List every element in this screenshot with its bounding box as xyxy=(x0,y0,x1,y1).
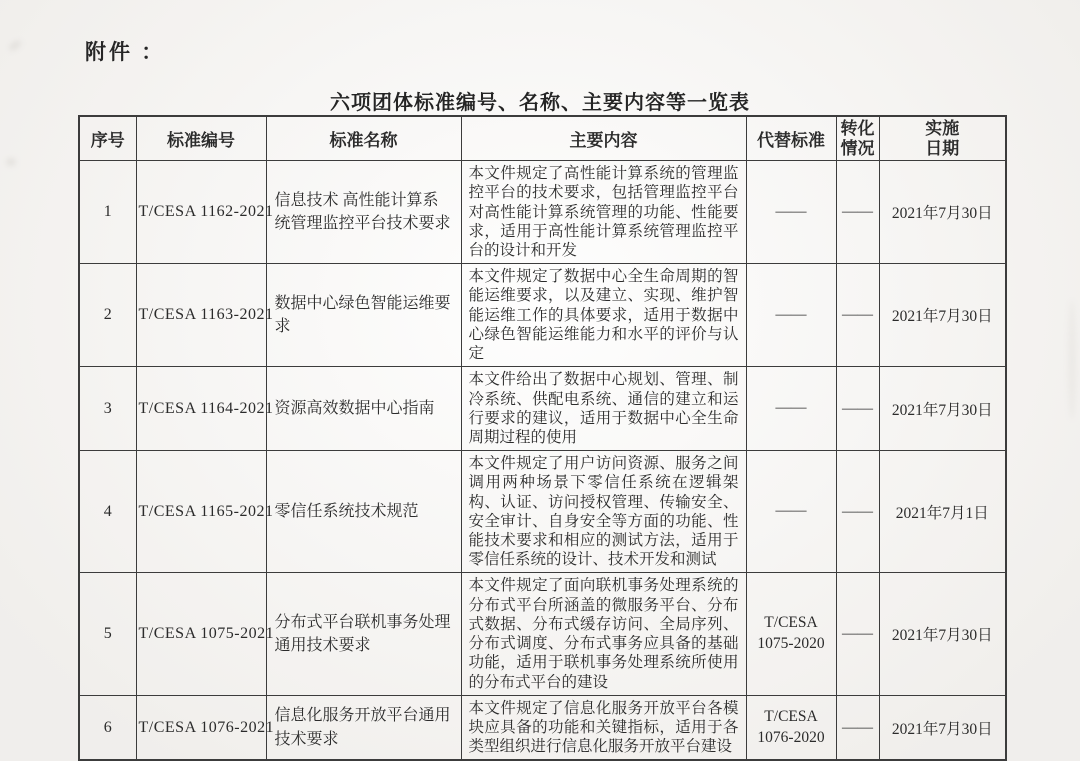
header-conversion xyxy=(836,116,879,161)
cell-main-content: 本文件规定了面向联机事务处理系统的分布式平台所涵盖的微服务平台、分布式数据、分布式缓存访问、全局序列、分布式调度、分布式事务应具备的基础功能，适用于联机事务处理系统所使用的分布式平台的建设 xyxy=(461,573,746,695)
cell-standard-code: T/CESA 1162-2021 xyxy=(136,161,266,264)
standards-table xyxy=(78,115,1007,761)
cell-standard-code: T/CESA 1075-2021 xyxy=(136,573,266,695)
header-date-line2: 日期 xyxy=(925,138,960,158)
table-row xyxy=(79,264,1006,367)
cell-implementation-date: 2021年7月30日 xyxy=(879,573,1006,695)
cell-standard-code: T/CESA 1164-2021 xyxy=(136,367,266,451)
cell-standard-name: 信息化服务开放平台通用技术要求 xyxy=(266,695,461,760)
cell-conversion-status: —— xyxy=(836,695,879,760)
table-row xyxy=(79,367,1006,451)
cell-standard-name: 资源高效数据中心指南 xyxy=(266,367,461,451)
cell-standard-name: 信息技术 高性能计算系统管理监控平台技术要求 xyxy=(266,161,461,264)
cell-conversion-status: —— xyxy=(836,161,879,264)
header-replaced: 代替标准 xyxy=(746,116,836,161)
cell-standard-code: T/CESA 1163-2021 xyxy=(136,264,266,367)
cell-standard-name: 零信任系统技术规范 xyxy=(266,451,461,573)
cell-conversion-status: —— xyxy=(836,451,879,573)
table-row xyxy=(79,573,1006,695)
scan-artifact xyxy=(6,158,16,166)
cell-index: 4 xyxy=(79,451,136,573)
cell-index: 6 xyxy=(79,695,136,760)
cell-replaced-standard: —— xyxy=(746,451,836,573)
cell-conversion-status: —— xyxy=(836,573,879,695)
cell-replaced-standard: —— xyxy=(746,367,836,451)
header-conversion-line2: 情况 xyxy=(840,138,875,158)
cell-replaced-standard: —— xyxy=(746,161,836,264)
cell-index: 1 xyxy=(79,161,136,264)
header-code: 标准编号 xyxy=(136,116,266,161)
cell-implementation-date: 2021年7月30日 xyxy=(879,161,1006,264)
scan-artifact xyxy=(1068,300,1076,420)
cell-replaced-standard: T/CESA 1075-2020 xyxy=(746,573,836,695)
cell-implementation-date: 2021年7月1日 xyxy=(879,451,1006,573)
cell-main-content: 本文件规定了高性能计算系统的管理监控平台的技术要求，包括管理监控平台对高性能计算系统管理的功能、性能要求，适用于高性能计算系统管理监控平台的设计和开发 xyxy=(461,161,746,264)
table-row xyxy=(79,695,1006,760)
scan-artifact xyxy=(7,39,22,53)
cell-replaced-standard: —— xyxy=(746,264,836,367)
cell-conversion-status: —— xyxy=(836,367,879,451)
header-date-line1: 实施 xyxy=(925,119,960,138)
header-name: 标准名称 xyxy=(266,116,461,161)
cell-main-content: 本文件给出了数据中心规划、管理、制冷系统、供配电系统、通信的建立和运行要求的建议，适用于数据中心全生命周期过程的使用 xyxy=(461,367,746,451)
cell-replaced-standard: T/CESA 1076-2020 xyxy=(746,695,836,760)
cell-standard-code: T/CESA 1076-2021 xyxy=(136,695,266,760)
cell-index: 2 xyxy=(79,264,136,367)
cell-main-content: 本文件规定了信息化服务开放平台各模块应具备的功能和关键指标，适用于各类型组织进行信息化服务开放平台建设 xyxy=(461,695,746,760)
page-title: 六项团体标准编号、名称、主要内容等一览表 xyxy=(330,92,750,114)
table-header-row xyxy=(79,116,1006,161)
cell-main-content: 本文件规定了数据中心全生命周期的智能运维要求，以及建立、实现、维护智能运维工作的具体要求，适用于数据中心绿色智能运维能力和水平的评价与认定 xyxy=(461,264,746,367)
cell-conversion-status: —— xyxy=(836,264,879,367)
header-index: 序号 xyxy=(79,116,136,161)
table-row xyxy=(79,451,1006,573)
cell-implementation-date: 2021年7月30日 xyxy=(879,367,1006,451)
header-content: 主要内容 xyxy=(461,116,746,161)
cell-index: 3 xyxy=(79,367,136,451)
cell-standard-name: 分布式平台联机事务处理通用技术要求 xyxy=(266,573,461,695)
cell-standard-code: T/CESA 1165-2021 xyxy=(136,451,266,573)
cell-standard-name: 数据中心绿色智能运维要求 xyxy=(266,264,461,367)
cell-main-content: 本文件规定了用户访问资源、服务之间调用两种场景下零信任系统在逻辑架构、认证、访问授权管理、传输安全、安全审计、自身安全等方面的功能、性能技术要求和相应的测试方法，适用于零信任系统的设计、技术开发和测试 xyxy=(461,451,746,573)
cell-implementation-date: 2021年7月30日 xyxy=(879,264,1006,367)
header-date xyxy=(879,116,1006,161)
cell-index: 5 xyxy=(79,573,136,695)
table-row xyxy=(79,161,1006,264)
attachment-label: 附件 ： xyxy=(85,40,166,64)
cell-implementation-date: 2021年7月30日 xyxy=(879,695,1006,760)
header-conversion-line1: 转化 xyxy=(840,119,875,138)
